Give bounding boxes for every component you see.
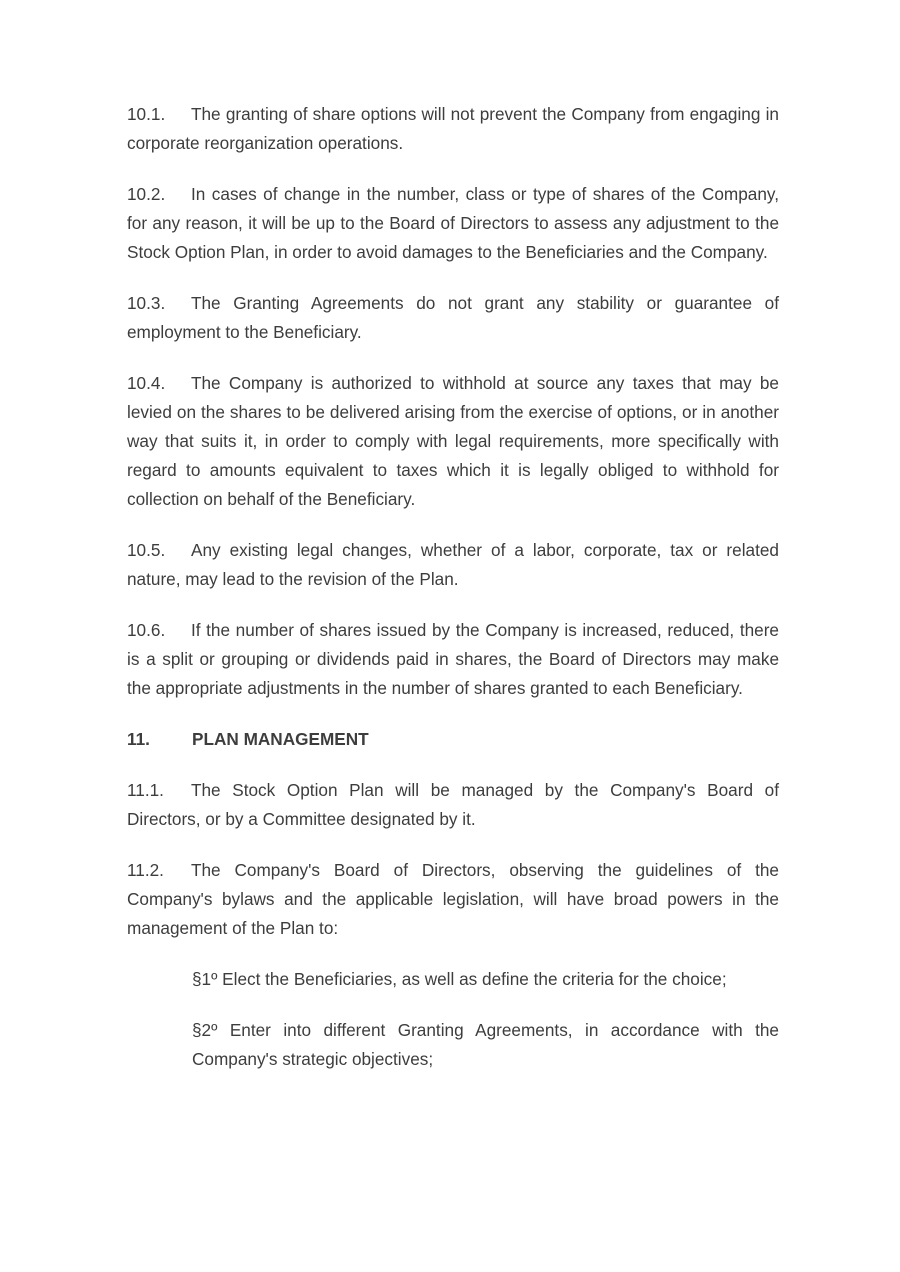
paragraph-text: The Granting Agreements do not grant any stability or guarantee of employment to the Beneficiary. [127,293,779,342]
paragraph-text: The Company is authorized to withhold at source any taxes that may be levied on the shares to be delivered arising from the exercise of options, or in another way that suits it, in order to comply with legal requirements, more specifically with regard to amounts equivalent to taxes which it is legally obliged to withhold for collection on behalf of the Beneficiary. [127,373,779,509]
paragraph-text: In cases of change in the number, class or type of shares of the Company, for any reason, it will be up to the Board of Directors to assess any adjustment to the Stock Option Plan, in order to avoid damages to the Beneficiaries and the Company. [127,184,779,262]
paragraph-10-1 [127,100,779,158]
paragraph-number: 10.5. [127,540,166,560]
paragraph-10-4 [127,369,779,514]
paragraph-number: 10.1. [127,104,166,124]
paragraph-text: If the number of shares issued by the Company is increased, reduced, there is a split or grouping or dividends paid in shares, the Board of Directors may make the appropriate adjustments in the number of shares granted to each Beneficiary. [127,620,779,698]
sub-item-2: §2º Enter into different Granting Agreements, in accordance with the Company's strategic objectives; [192,1020,779,1069]
paragraph-text: Any existing legal changes, whether of a labor, corporate, tax or related nature, may lead to the revision of the Plan. [127,540,779,589]
paragraph-10-5 [127,536,779,594]
paragraph-number: 10.6. [127,620,166,640]
paragraph-11-2 [127,856,779,943]
document-page [127,100,779,1096]
paragraph-text: The granting of share options will not prevent the Company from engaging in corporate reorganization operations. [127,104,779,153]
paragraph-number: 11.1. [127,780,164,800]
section-number: 11. [127,729,150,749]
paragraph-10-6 [127,616,779,703]
sub-item-1: §1º Elect the Beneficiaries, as well as define the criteria for the choice; [192,969,727,989]
section-heading-11 [127,725,779,754]
paragraph-10-3 [127,289,779,347]
paragraph-number: 11.2. [127,860,164,880]
paragraph-text: The Company's Board of Directors, observing the guidelines of the Company's bylaws and the applicable legislation, will have broad powers in the management of the Plan to: [127,860,779,938]
paragraph-11-1 [127,776,779,834]
section-title: PLAN MANAGEMENT [192,729,369,749]
paragraph-text: The Stock Option Plan will be managed by the Company's Board of Directors, or by a Committee designated by it. [127,780,779,829]
paragraph-number: 10.4. [127,373,166,393]
paragraph-number: 10.3. [127,293,166,313]
paragraph-10-2 [127,180,779,267]
paragraph-number: 10.2. [127,184,166,204]
